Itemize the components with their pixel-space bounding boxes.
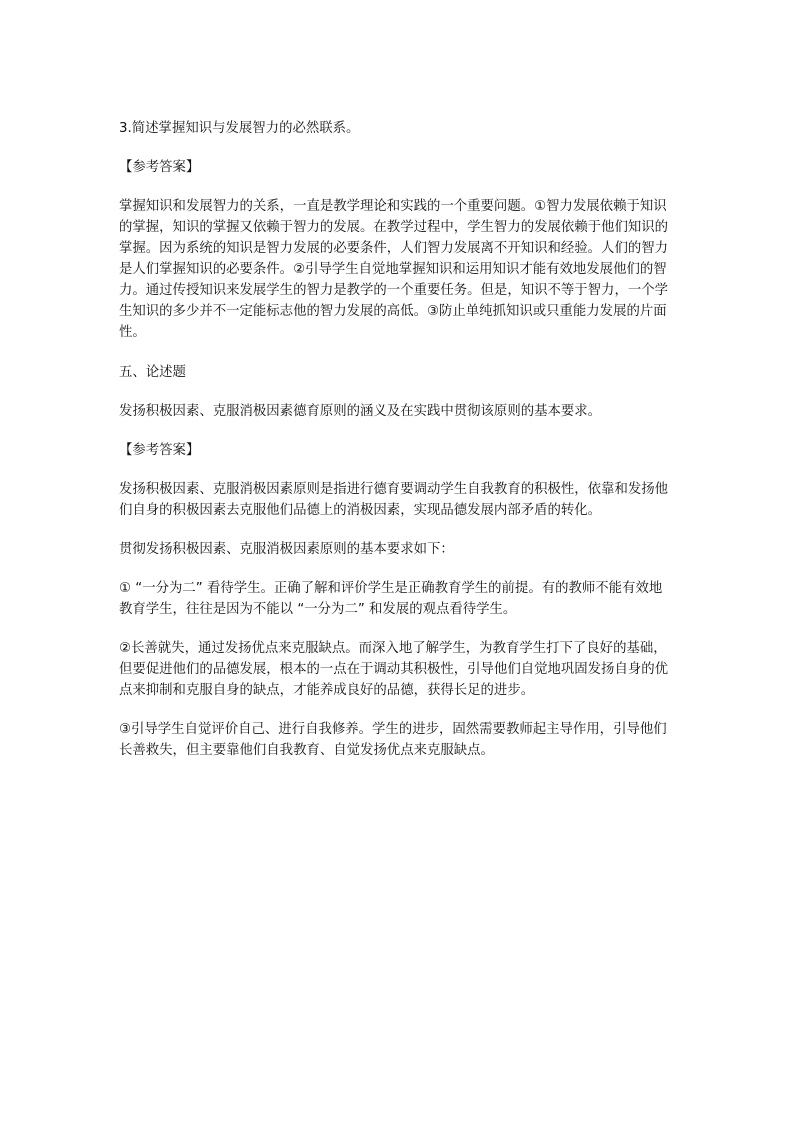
- essay-question: 发扬积极因素、克服消极因素德育原则的涵义及在实践中贯彻该原则的基本要求。: [119, 404, 602, 419]
- document-page: [119, 118, 671, 779]
- answer-label-q3: 【参考答案】: [119, 160, 200, 175]
- essay-answer-paragraph-1: 发扬积极因素、克服消极因素原则是指进行德育要调动学生自我教育的积极性，依靠和发扬他们自身的积极因素去克服他们品德上的消极因素，实现品德发展内部矛盾的转化。: [119, 482, 669, 518]
- answer-q3: 掌握知识和发展智力的关系，一直是教学理论和实践的一个重要问题。①智力发展依赖于知识的掌握，知识的掌握又依赖于智力的发展。在教学过程中，学生智力的发展依赖于他们知识的掌握。因为系统的知识是智力发展的必要条件，人们智力发展离不开知识和经验。人们的智力是人们掌握知识的必要条件。②引导学生自觉地掌握知识和运用知识才能有效地发展他们的智力。通过传授知识来发展学生的智力是教学的一个重要任务。但是，知识不等于智力，一个学生知识的多少并不一定能标志他的智力发展的高低。③防止单纯抓知识或只重能力发展的片面性。: [119, 199, 669, 340]
- essay-answer-paragraph-4: ②长善就失，通过发扬优点来克服缺点。而深入地了解学生，为教育学生打下了良好的基础，但要促进他们的品德发展，根本的一点在于调动其积极性，引导他们自觉地巩固发扬自身的优点来抑制和克服自身的缺点，才能养成良好的品德，获得长足的进步。: [119, 641, 669, 698]
- essay-answer-paragraph-2: 贯彻发扬积极因素、克服消极因素原则的基本要求如下：: [119, 542, 454, 557]
- question-3-title: 3.简述掌握知识与发展智力的必然联系。: [119, 121, 360, 136]
- answer-label-essay: 【参考答案】: [119, 443, 200, 458]
- essay-answer-paragraph-3: ① “一分为二” 看待学生。正确了解和评价学生是正确教育学生的前提。有的教师不能有效地教育学生，往往是因为不能以 “一分为二” 和发展的观点看待学生。: [119, 581, 663, 617]
- section-5-title: 五、论述题: [119, 365, 186, 380]
- essay-answer-paragraph-5: ③引导学生自觉评价自己、进行自我修养。学生的进步，固然需要教师起主导作用，引导他们长善救失，但主要靠他们自我教育、自觉发扬优点来克服缺点。: [119, 722, 667, 758]
